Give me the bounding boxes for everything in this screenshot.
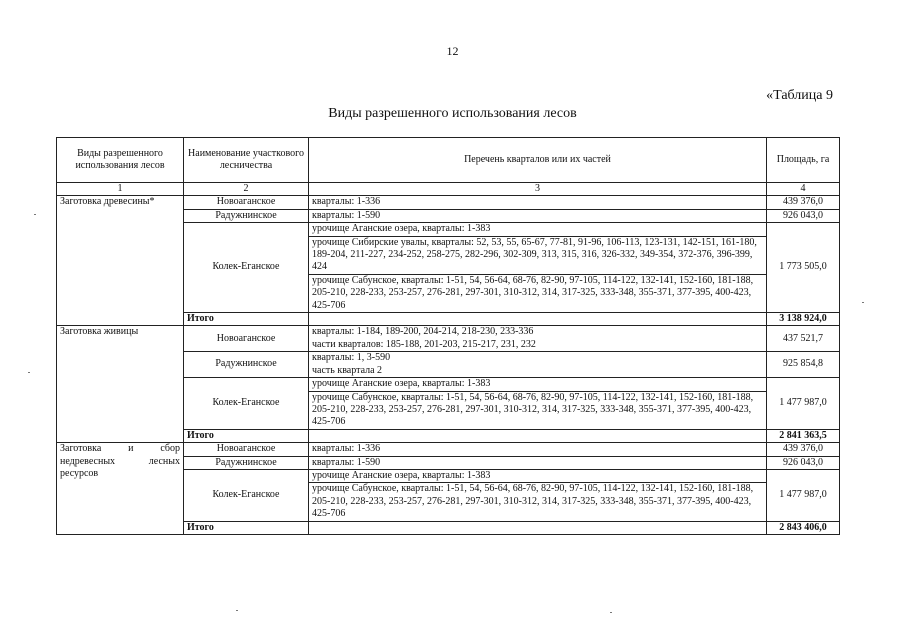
column-number: 4 bbox=[767, 183, 840, 196]
quarters-cell bbox=[309, 223, 767, 313]
header-use-type: Виды разрешенного использования лесов bbox=[57, 138, 184, 183]
quarters-cell bbox=[309, 196, 767, 209]
quarters-cell bbox=[309, 469, 767, 521]
area-cell: 925 854,8 bbox=[767, 352, 840, 378]
header-forestry: Наименование участкового лесничества bbox=[184, 138, 309, 183]
column-number: 3 bbox=[309, 183, 767, 196]
area-cell: 1 477 987,0 bbox=[767, 469, 840, 521]
table-label: «Таблица 9 bbox=[766, 88, 833, 103]
use-type-cell: Заготовка древесины* bbox=[57, 196, 184, 326]
quarters-cell bbox=[309, 456, 767, 469]
quarters-text: урочище Сабунское, кварталы: 1-51, 54, 56-64, 68-76, 82-90, 97-105, 114-122, 132-141, 152-160, 181-188, 205-210, 228-233, 253-257, 276-281, 297-301, 310-312, 314, 317-325, 333-348, 355-371, 377-395, 400-423, 425-706 bbox=[309, 391, 766, 429]
quarters-text: урочище Сабунское, кварталы: 1-51, 54, 56-64, 68-76, 82-90, 97-105, 114-122, 132-141, 152-160, 181-188, 205-210, 228-233, 253-257, 276-281, 297-301, 310-312, 314, 317-325, 333-348, 355-371, 377-395, 400-423, 425-706 bbox=[309, 482, 766, 520]
total-empty-cell bbox=[309, 429, 767, 442]
use-type-cell: Заготовка живицы bbox=[57, 326, 184, 443]
quarters-text: части кварталов: 185-188, 201-203, 215-217, 231, 232 bbox=[312, 338, 536, 350]
total-label: Итого bbox=[184, 521, 309, 534]
area-cell: 439 376,0 bbox=[767, 443, 840, 456]
forest-use-table bbox=[56, 137, 840, 535]
forestry-cell: Колек-Еганское bbox=[184, 223, 309, 313]
quarters-text: кварталы: 1-184, 189-200, 204-214, 218-230, 233-336 bbox=[312, 326, 534, 338]
total-empty-cell bbox=[309, 313, 767, 326]
table-title: Виды разрешенного использования лесов bbox=[328, 106, 577, 121]
forestry-cell: Новоаганское bbox=[184, 326, 309, 352]
header-area: Площадь, га bbox=[767, 138, 840, 183]
table-row bbox=[57, 196, 840, 209]
quarters-cell bbox=[309, 209, 767, 222]
total-value: 3 138 924,0 bbox=[767, 313, 840, 326]
forestry-cell: Новоаганское bbox=[184, 196, 309, 209]
forestry-cell: Радужнинское bbox=[184, 352, 309, 378]
quarters-cell bbox=[309, 378, 767, 430]
total-label: Итого bbox=[184, 429, 309, 442]
quarters-text: урочище Сибирские увалы, кварталы: 52, 53, 55, 65-67, 77-81, 91-96, 106-113, 123-131, 142-151, 161-180, 189-204, 211-227, 234-252, 258-275, 282-296, 302-309, 313, 315, 316, 326-332, 349-354, 372-376, 396-399, 424 bbox=[309, 236, 766, 274]
quarters-cell bbox=[309, 326, 767, 352]
quarters-text: часть квартала 2 bbox=[312, 364, 383, 376]
forestry-cell: Колек-Еганское bbox=[184, 469, 309, 521]
table-body bbox=[57, 196, 840, 535]
use-type-cell: Заготовка и сбор недревесных лесных ресурсов bbox=[57, 443, 184, 535]
total-value: 2 843 406,0 bbox=[767, 521, 840, 534]
total-value: 2 841 363,5 bbox=[767, 429, 840, 442]
quarters-cell bbox=[309, 352, 767, 378]
area-cell: 1 773 505,0 bbox=[767, 223, 840, 313]
area-cell: 439 376,0 bbox=[767, 196, 840, 209]
page-number: 12 bbox=[446, 44, 459, 58]
quarters-text: урочище Сабунское, кварталы: 1-51, 54, 56-64, 68-76, 82-90, 97-105, 114-122, 132-141, 152-160, 181-188, 205-210, 228-233, 253-257, 276-281, 297-301, 310-312, 314, 317-325, 333-348, 355-371, 377-395, 400-423, 425-706 bbox=[309, 274, 766, 312]
quarters-text: кварталы: 1, 3-590 bbox=[312, 352, 391, 364]
quarters-text: кварталы: 1-590 bbox=[312, 209, 381, 221]
forestry-cell: Радужнинское bbox=[184, 209, 309, 222]
area-cell: 1 477 987,0 bbox=[767, 378, 840, 430]
quarters-cell bbox=[309, 443, 767, 456]
quarters-text: кварталы: 1-336 bbox=[312, 443, 381, 455]
header-quarters: Перечень кварталов или их частей bbox=[309, 138, 767, 183]
forestry-cell: Радужнинское bbox=[184, 456, 309, 469]
table-row bbox=[57, 443, 840, 456]
total-label: Итого bbox=[184, 313, 309, 326]
forestry-cell: Колек-Еганское bbox=[184, 378, 309, 430]
area-cell: 926 043,0 bbox=[767, 209, 840, 222]
quarters-text: урочище Аганские озера, кварталы: 1-383 bbox=[312, 223, 491, 235]
quarters-text: урочище Аганские озера, кварталы: 1-383 bbox=[312, 378, 491, 390]
total-empty-cell bbox=[309, 521, 767, 534]
area-cell: 437 521,7 bbox=[767, 326, 840, 352]
table-row bbox=[57, 326, 840, 352]
area-cell: 926 043,0 bbox=[767, 456, 840, 469]
quarters-text: кварталы: 1-336 bbox=[312, 196, 381, 208]
column-number: 2 bbox=[184, 183, 309, 196]
column-number: 1 bbox=[57, 183, 184, 196]
quarters-text: урочище Аганские озера, кварталы: 1-383 bbox=[312, 469, 491, 481]
quarters-text: кварталы: 1-590 bbox=[312, 456, 381, 468]
forestry-cell: Новоаганское bbox=[184, 443, 309, 456]
